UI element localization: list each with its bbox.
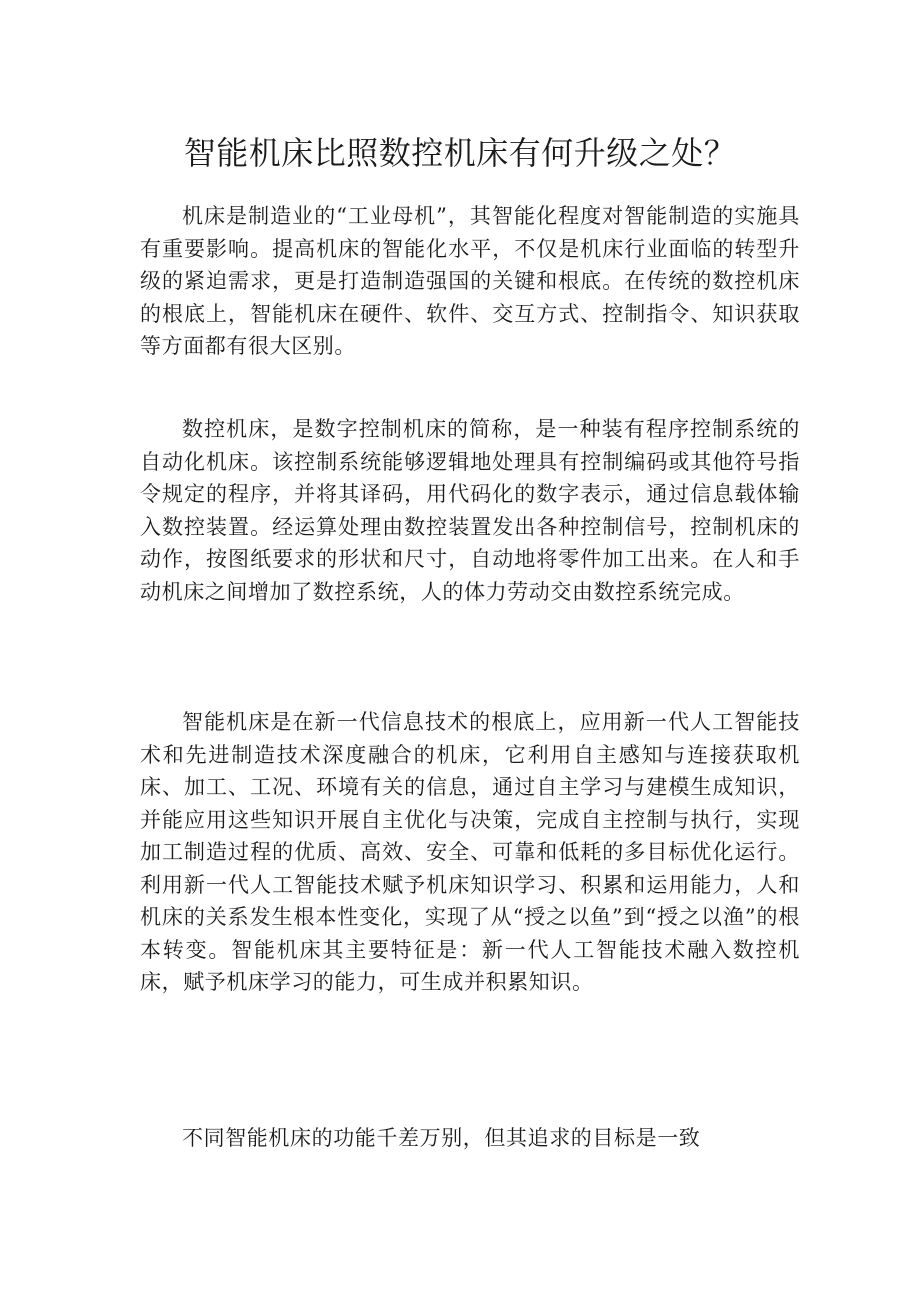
document-title: 智能机床比照数控机床有何升级之处？ bbox=[183, 134, 737, 172]
paragraph-intro: 机床是制造业的“工业母机”，其智能化程度对智能制造的实施具有重要影响。提高机床的智能化水平，不仅是机床行业面临的转型升级的紧迫需求，更是打造制造强国的关键和根底。在传统的数控机床的根底上，智能机床在硬件、软件、交互方式、控制指令、知识获取等方面都有很大区别。 bbox=[140, 204, 800, 358]
paragraph-functions: 不同智能机床的功能千差万别，但其追求的目标是一致 bbox=[182, 1126, 701, 1150]
paragraph-smart-machine: 智能机床是在新一代信息技术的根底上，应用新一代人工智能技术和先进制造技术深度融合的机床，它利用自主感知与连接获取机床、加工、工况、环境有关的信息，通过自主学习与建模生成知识，并能应用这些知识开展自主优化与决策，完成自主控制与执行，实现加工制造过程的优质、高效、安全、可靠和低耗的多目标优化运行。利用新一代人工智能技术赋予机床知识学习、积累和运用能力，人和机床的关系发生根本性变化，实现了从“授之以鱼”到“授之以渔”的根本转变。智能机床其主要特征是：新一代人工智能技术融入数控机床，赋予机床学习的能力，可生成并积累知识。 bbox=[140, 710, 800, 994]
paragraph-cnc-machine: 数控机床，是数字控制机床的简称，是一种装有程序控制系统的自动化机床。该控制系统能够逻辑地处理具有控制编码或其他符号指令规定的程序，并将其译码，用代码化的数字表示，通过信息载体输入数控装置。经运算处理由数控装置发出各种控制信号，控制机床的动作，按图纸要求的形状和尺寸，自动地将零件加工出来。在人和手动机床之间增加了数控系统，人的体力劳动交由数控系统完成。 bbox=[140, 417, 800, 604]
